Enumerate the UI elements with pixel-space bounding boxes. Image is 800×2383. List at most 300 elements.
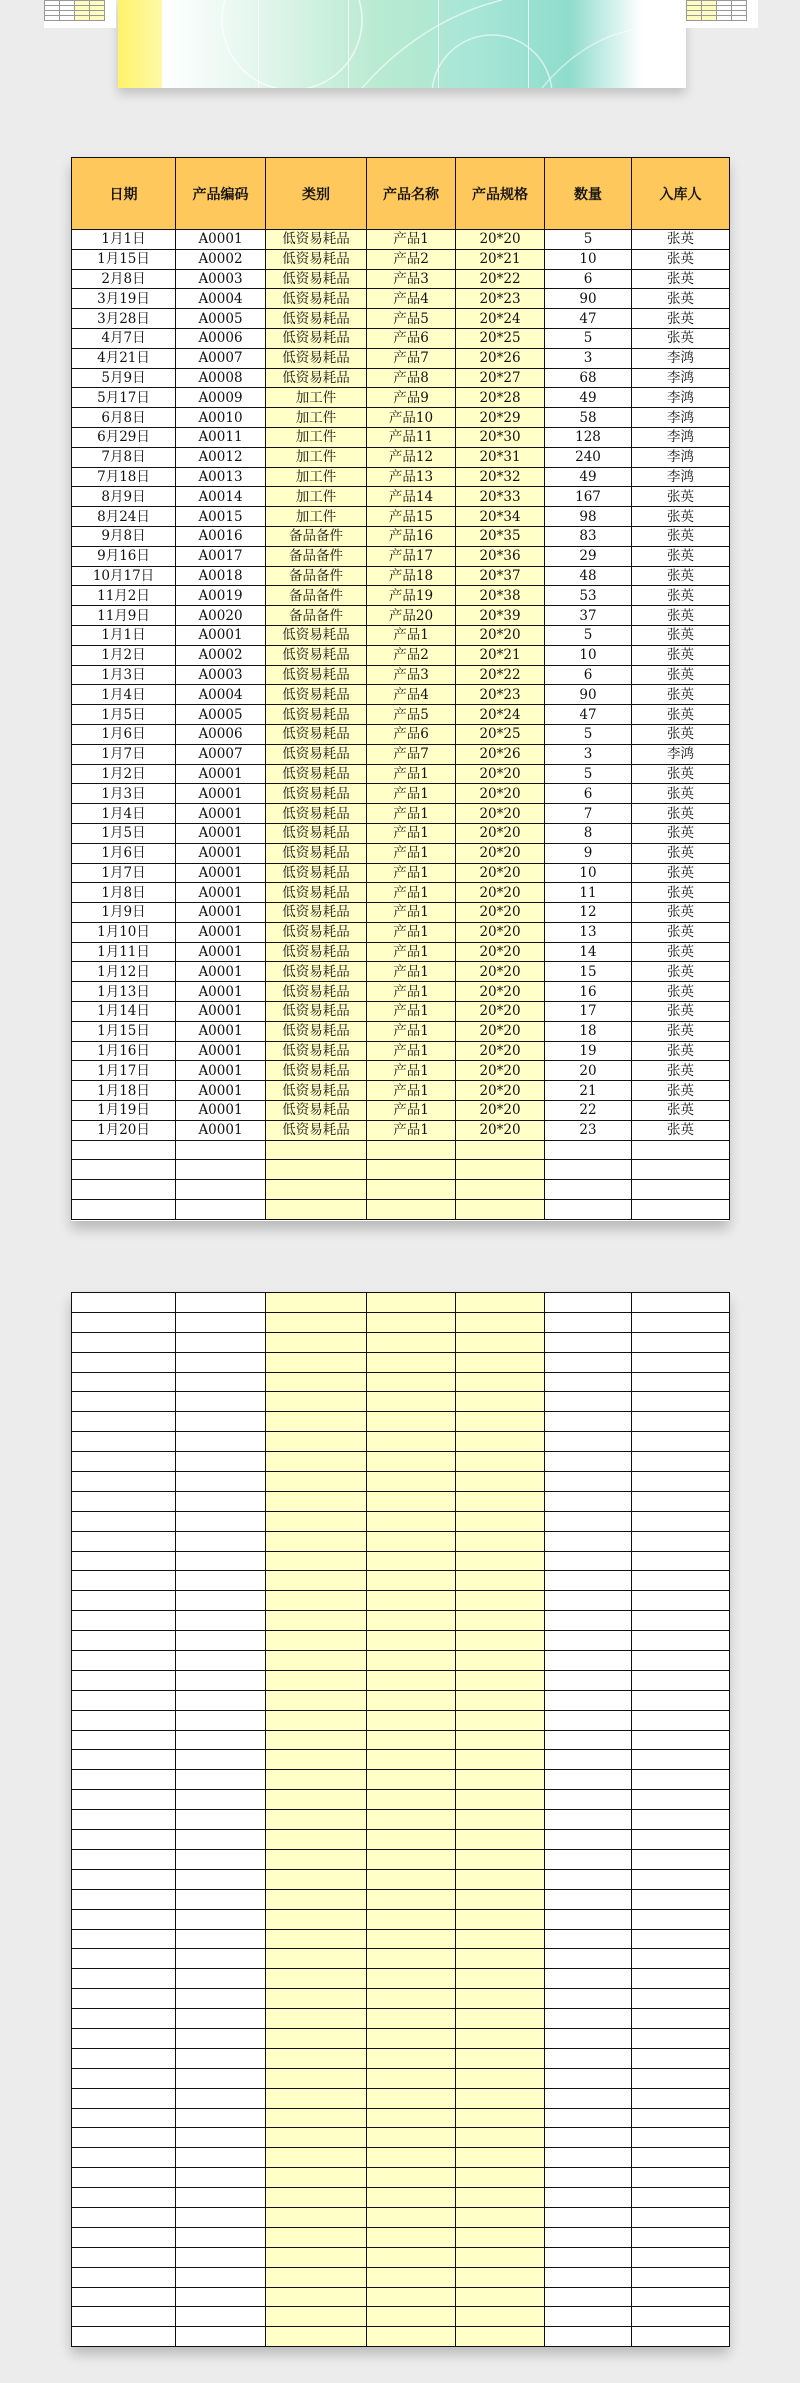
cell-product-name[interactable]: 产品7 [367,348,456,368]
cell-quantity[interactable]: 90 [545,289,632,309]
cell-product-code[interactable]: A0015 [176,507,266,527]
cell-quantity[interactable]: 47 [545,309,632,329]
cell-quantity[interactable]: 98 [545,507,632,527]
cell-product-code[interactable] [176,2168,266,2188]
cell-date[interactable]: 1月5日 [72,705,176,725]
cell-receiver[interactable] [632,1200,730,1220]
cell-product-code[interactable]: A0012 [176,447,266,467]
cell-product-name[interactable] [367,2267,456,2287]
cell-product-name[interactable] [367,1571,456,1591]
cell-quantity[interactable] [545,1392,632,1412]
cell-product-code[interactable]: A0016 [176,526,266,546]
cell-product-name[interactable] [367,2028,456,2048]
cell-date[interactable] [72,2287,176,2307]
cell-product-code[interactable]: A0001 [176,625,266,645]
cell-spec[interactable]: 20*37 [456,566,545,586]
cell-date[interactable] [72,2327,176,2347]
cell-product-name[interactable]: 产品1 [367,962,456,982]
cell-product-code[interactable] [176,1160,266,1180]
cell-spec[interactable] [456,1180,545,1200]
cell-product-code[interactable]: A0003 [176,269,266,289]
cell-receiver[interactable] [632,1810,730,1830]
cell-quantity[interactable] [545,1140,632,1160]
cell-date[interactable] [72,1790,176,1810]
cell-spec[interactable]: 20*20 [456,823,545,843]
cell-product-code[interactable] [176,2188,266,2208]
cell-quantity[interactable]: 49 [545,388,632,408]
cell-quantity[interactable]: 53 [545,586,632,606]
cell-receiver[interactable] [632,2068,730,2088]
cell-spec[interactable] [456,2108,545,2128]
cell-category[interactable] [266,1432,367,1452]
cell-product-code[interactable] [176,1531,266,1551]
cell-product-name[interactable]: 产品1 [367,922,456,942]
cell-receiver[interactable]: 张英 [632,606,730,626]
cell-product-name[interactable] [367,2307,456,2327]
cell-spec[interactable] [456,1651,545,1671]
cell-receiver[interactable]: 李鸿 [632,744,730,764]
cell-spec[interactable] [456,1591,545,1611]
cell-spec[interactable] [456,1770,545,1790]
cell-category[interactable] [266,2267,367,2287]
cell-spec[interactable]: 20*20 [456,843,545,863]
cell-quantity[interactable]: 240 [545,447,632,467]
cell-receiver[interactable]: 张英 [632,665,730,685]
cell-spec[interactable] [456,2168,545,2188]
cell-category[interactable] [266,2088,367,2108]
cell-product-name[interactable]: 产品1 [367,903,456,923]
cell-product-name[interactable]: 产品1 [367,625,456,645]
cell-product-name[interactable] [367,2009,456,2029]
cell-product-code[interactable]: A0018 [176,566,266,586]
cell-category[interactable] [266,1770,367,1790]
cell-receiver[interactable] [632,1293,730,1313]
cell-product-code[interactable]: A0019 [176,586,266,606]
cell-product-name[interactable] [367,1293,456,1313]
cell-receiver[interactable]: 张英 [632,1081,730,1101]
cell-date[interactable] [72,1810,176,1830]
cell-category[interactable]: 低资易耗品 [266,1061,367,1081]
cell-quantity[interactable]: 90 [545,685,632,705]
cell-product-name[interactable]: 产品8 [367,368,456,388]
cell-product-name[interactable] [367,1969,456,1989]
cell-category[interactable] [266,1690,367,1710]
cell-product-code[interactable] [176,1730,266,1750]
cell-date[interactable]: 1月5日 [72,823,176,843]
cell-category[interactable]: 低资易耗品 [266,1120,367,1140]
cell-product-code[interactable] [176,1790,266,1810]
cell-quantity[interactable] [545,1730,632,1750]
cell-receiver[interactable]: 张英 [632,823,730,843]
cell-receiver[interactable]: 张英 [632,982,730,1002]
cell-product-code[interactable] [176,1670,266,1690]
cell-receiver[interactable]: 张英 [632,883,730,903]
cell-receiver[interactable] [632,2088,730,2108]
cell-category[interactable] [266,2048,367,2068]
cell-quantity[interactable]: 20 [545,1061,632,1081]
cell-date[interactable]: 9月8日 [72,526,176,546]
cell-receiver[interactable] [632,1571,730,1591]
cell-quantity[interactable]: 15 [545,962,632,982]
cell-spec[interactable]: 20*20 [456,1002,545,1022]
cell-date[interactable] [72,1332,176,1352]
cell-date[interactable] [72,1312,176,1332]
cell-spec[interactable] [456,1611,545,1631]
cell-receiver[interactable]: 张英 [632,269,730,289]
cell-receiver[interactable]: 张英 [632,249,730,269]
cell-quantity[interactable] [545,1551,632,1571]
cell-product-name[interactable] [367,1491,456,1511]
cell-product-name[interactable] [367,1611,456,1631]
cell-spec[interactable] [456,1332,545,1352]
cell-date[interactable] [72,2088,176,2108]
cell-receiver[interactable] [632,1312,730,1332]
cell-date[interactable] [72,1352,176,1372]
cell-receiver[interactable]: 张英 [632,784,730,804]
cell-category[interactable] [266,1710,367,1730]
cell-receiver[interactable] [632,1160,730,1180]
cell-category[interactable] [266,1332,367,1352]
cell-quantity[interactable]: 37 [545,606,632,626]
cell-spec[interactable] [456,1432,545,1452]
cell-receiver[interactable] [632,2108,730,2128]
cell-category[interactable]: 低资易耗品 [266,625,367,645]
cell-receiver[interactable]: 张英 [632,922,730,942]
cell-receiver[interactable] [632,1929,730,1949]
cell-date[interactable] [72,1611,176,1631]
cell-product-code[interactable] [176,1352,266,1372]
cell-spec[interactable] [456,2188,545,2208]
cell-spec[interactable] [456,1790,545,1810]
cell-date[interactable] [72,1293,176,1313]
cell-product-code[interactable] [176,2247,266,2267]
cell-category[interactable]: 低资易耗品 [266,368,367,388]
cell-product-name[interactable]: 产品16 [367,526,456,546]
cell-product-name[interactable] [367,1631,456,1651]
cell-category[interactable]: 低资易耗品 [266,328,367,348]
cell-product-code[interactable] [176,1810,266,1830]
cell-quantity[interactable] [545,2188,632,2208]
cell-product-name[interactable]: 产品14 [367,487,456,507]
cell-product-code[interactable]: A0004 [176,685,266,705]
cell-receiver[interactable] [632,2207,730,2227]
cell-product-name[interactable]: 产品1 [367,1061,456,1081]
cell-date[interactable] [72,2128,176,2148]
cell-date[interactable] [72,1472,176,1492]
cell-receiver[interactable]: 张英 [632,1120,730,1140]
cell-category[interactable]: 低资易耗品 [266,744,367,764]
cell-spec[interactable] [456,1472,545,1492]
cell-product-name[interactable] [367,2108,456,2128]
cell-category[interactable] [266,1969,367,1989]
cell-receiver[interactable]: 李鸿 [632,388,730,408]
cell-spec[interactable]: 20*20 [456,230,545,250]
cell-product-code[interactable] [176,2227,266,2247]
cell-receiver[interactable] [632,1790,730,1810]
cell-receiver[interactable]: 张英 [632,1101,730,1121]
cell-product-code[interactable] [176,1869,266,1889]
cell-product-code[interactable] [176,1332,266,1352]
cell-product-name[interactable] [367,1591,456,1611]
cell-product-code[interactable]: A0017 [176,546,266,566]
cell-spec[interactable]: 20*25 [456,328,545,348]
cell-date[interactable]: 6月8日 [72,408,176,428]
cell-product-name[interactable] [367,2227,456,2247]
cell-category[interactable] [266,1293,367,1313]
cell-product-name[interactable] [367,2168,456,2188]
cell-product-name[interactable]: 产品5 [367,309,456,329]
cell-quantity[interactable]: 5 [545,230,632,250]
cell-date[interactable] [72,2307,176,2327]
cell-product-code[interactable]: A0011 [176,427,266,447]
cell-spec[interactable]: 20*28 [456,388,545,408]
cell-spec[interactable]: 20*31 [456,447,545,467]
cell-quantity[interactable]: 10 [545,645,632,665]
cell-category[interactable] [266,2128,367,2148]
cell-receiver[interactable]: 张英 [632,289,730,309]
cell-product-code[interactable]: A0001 [176,863,266,883]
cell-date[interactable]: 1月1日 [72,230,176,250]
cell-product-code[interactable] [176,1949,266,1969]
cell-quantity[interactable] [545,1949,632,1969]
cell-category[interactable]: 备品备件 [266,526,367,546]
cell-category[interactable]: 低资易耗品 [266,962,367,982]
cell-product-code[interactable] [176,2128,266,2148]
cell-quantity[interactable]: 7 [545,804,632,824]
cell-category[interactable]: 低资易耗品 [266,269,367,289]
cell-product-code[interactable]: A0001 [176,1041,266,1061]
cell-category[interactable] [266,1651,367,1671]
cell-product-code[interactable] [176,1651,266,1671]
cell-spec[interactable] [456,2068,545,2088]
cell-date[interactable]: 8月24日 [72,507,176,527]
cell-spec[interactable] [456,1730,545,1750]
cell-quantity[interactable]: 47 [545,705,632,725]
cell-spec[interactable] [456,1372,545,1392]
cell-spec[interactable] [456,1511,545,1531]
cell-quantity[interactable]: 167 [545,487,632,507]
cell-product-name[interactable] [367,1690,456,1710]
cell-product-name[interactable] [367,1889,456,1909]
cell-category[interactable]: 加工件 [266,427,367,447]
cell-quantity[interactable] [545,1690,632,1710]
cell-category[interactable]: 低资易耗品 [266,863,367,883]
cell-spec[interactable]: 20*32 [456,467,545,487]
cell-product-code[interactable]: A0002 [176,645,266,665]
cell-receiver[interactable] [632,1551,730,1571]
cell-quantity[interactable]: 17 [545,1002,632,1022]
cell-date[interactable]: 6月29日 [72,427,176,447]
cell-receiver[interactable]: 张英 [632,1021,730,1041]
cell-date[interactable]: 1月7日 [72,744,176,764]
cell-category[interactable] [266,1531,367,1551]
cell-category[interactable] [266,1909,367,1929]
cell-quantity[interactable] [545,1989,632,2009]
cell-date[interactable]: 1月4日 [72,804,176,824]
cell-spec[interactable] [456,1889,545,1909]
cell-quantity[interactable] [545,1591,632,1611]
cell-quantity[interactable]: 128 [545,427,632,447]
cell-receiver[interactable] [632,1332,730,1352]
cell-product-code[interactable]: A0020 [176,606,266,626]
cell-receiver[interactable] [632,1830,730,1850]
cell-product-code[interactable] [176,1830,266,1850]
cell-product-code[interactable] [176,1611,266,1631]
cell-product-name[interactable]: 产品9 [367,388,456,408]
cell-category[interactable]: 加工件 [266,388,367,408]
cell-quantity[interactable] [545,2108,632,2128]
cell-product-name[interactable] [367,1790,456,1810]
cell-product-code[interactable] [176,1293,266,1313]
cell-date[interactable]: 1月2日 [72,764,176,784]
cell-spec[interactable]: 20*26 [456,348,545,368]
cell-product-code[interactable] [176,1591,266,1611]
cell-spec[interactable]: 20*20 [456,942,545,962]
cell-spec[interactable]: 20*20 [456,903,545,923]
cell-spec[interactable] [456,1631,545,1651]
cell-receiver[interactable]: 张英 [632,487,730,507]
cell-date[interactable] [72,1531,176,1551]
cell-date[interactable] [72,2227,176,2247]
cell-category[interactable] [266,2287,367,2307]
cell-receiver[interactable]: 张英 [632,546,730,566]
cell-product-name[interactable]: 产品1 [367,1021,456,1041]
cell-category[interactable]: 低资易耗品 [266,230,367,250]
cell-product-name[interactable] [367,2287,456,2307]
cell-spec[interactable] [456,1849,545,1869]
cell-spec[interactable] [456,2227,545,2247]
cell-quantity[interactable] [545,1790,632,1810]
cell-quantity[interactable] [545,1372,632,1392]
cell-category[interactable] [266,1591,367,1611]
cell-spec[interactable]: 20*20 [456,883,545,903]
cell-spec[interactable]: 20*20 [456,922,545,942]
cell-quantity[interactable] [545,1830,632,1850]
cell-quantity[interactable] [545,2207,632,2227]
cell-spec[interactable] [456,1690,545,1710]
cell-receiver[interactable]: 李鸿 [632,427,730,447]
cell-product-code[interactable]: A0001 [176,1021,266,1041]
cell-spec[interactable]: 20*20 [456,1021,545,1041]
cell-receiver[interactable] [632,1690,730,1710]
cell-receiver[interactable]: 张英 [632,863,730,883]
cell-category[interactable] [266,1790,367,1810]
cell-receiver[interactable]: 张英 [632,1061,730,1081]
cell-product-code[interactable]: A0007 [176,348,266,368]
cell-spec[interactable]: 20*25 [456,724,545,744]
cell-product-code[interactable] [176,2009,266,2029]
cell-receiver[interactable] [632,1140,730,1160]
cell-product-name[interactable] [367,1810,456,1830]
cell-date[interactable]: 9月16日 [72,546,176,566]
cell-product-code[interactable] [176,1710,266,1730]
cell-quantity[interactable]: 23 [545,1120,632,1140]
cell-category[interactable]: 低资易耗品 [266,1002,367,1022]
cell-quantity[interactable]: 6 [545,665,632,685]
cell-category[interactable]: 低资易耗品 [266,249,367,269]
cell-quantity[interactable] [545,1710,632,1730]
cell-category[interactable]: 低资易耗品 [266,289,367,309]
cell-product-name[interactable]: 产品1 [367,942,456,962]
cell-quantity[interactable] [545,2168,632,2188]
cell-product-name[interactable]: 产品1 [367,804,456,824]
cell-date[interactable] [72,1412,176,1432]
cell-category[interactable]: 加工件 [266,507,367,527]
cell-product-code[interactable] [176,1849,266,1869]
cell-product-code[interactable]: A0001 [176,883,266,903]
cell-product-name[interactable]: 产品11 [367,427,456,447]
cell-category[interactable] [266,2009,367,2029]
cell-product-code[interactable] [176,1180,266,1200]
cell-product-code[interactable] [176,1750,266,1770]
cell-spec[interactable] [456,2307,545,2327]
cell-receiver[interactable] [632,1432,730,1452]
cell-product-code[interactable] [176,1631,266,1651]
cell-date[interactable]: 2月8日 [72,269,176,289]
cell-spec[interactable]: 20*38 [456,586,545,606]
cell-category[interactable] [266,1180,367,1200]
cell-product-name[interactable]: 产品2 [367,249,456,269]
cell-product-name[interactable]: 产品3 [367,665,456,685]
cell-product-code[interactable] [176,1200,266,1220]
cell-category[interactable] [266,2307,367,2327]
cell-product-code[interactable] [176,2307,266,2327]
cell-product-name[interactable]: 产品1 [367,784,456,804]
cell-product-code[interactable] [176,1140,266,1160]
cell-spec[interactable]: 20*30 [456,427,545,447]
cell-receiver[interactable] [632,1889,730,1909]
cell-quantity[interactable] [545,1929,632,1949]
cell-product-code[interactable] [176,2048,266,2068]
cell-category[interactable] [266,1571,367,1591]
cell-receiver[interactable] [632,2048,730,2068]
cell-category[interactable] [266,1830,367,1850]
cell-quantity[interactable]: 9 [545,843,632,863]
cell-receiver[interactable] [632,1770,730,1790]
cell-date[interactable] [72,1180,176,1200]
cell-product-name[interactable] [367,1750,456,1770]
cell-quantity[interactable] [545,1432,632,1452]
cell-receiver[interactable] [632,1651,730,1671]
cell-quantity[interactable]: 5 [545,328,632,348]
cell-date[interactable]: 5月9日 [72,368,176,388]
cell-product-code[interactable]: A0001 [176,1002,266,1022]
cell-date[interactable]: 5月17日 [72,388,176,408]
cell-product-name[interactable] [367,1849,456,1869]
cell-product-code[interactable]: A0001 [176,962,266,982]
cell-quantity[interactable] [545,1293,632,1313]
cell-spec[interactable] [456,2009,545,2029]
cell-spec[interactable]: 20*27 [456,368,545,388]
cell-date[interactable]: 1月1日 [72,625,176,645]
cell-category[interactable]: 低资易耗品 [266,804,367,824]
cell-quantity[interactable] [545,1332,632,1352]
cell-quantity[interactable]: 18 [545,1021,632,1041]
cell-receiver[interactable] [632,1989,730,2009]
cell-date[interactable] [72,1770,176,1790]
cell-spec[interactable] [456,1551,545,1571]
cell-receiver[interactable]: 张英 [632,230,730,250]
cell-receiver[interactable] [632,2028,730,2048]
cell-date[interactable]: 1月18日 [72,1081,176,1101]
cell-receiver[interactable] [632,2148,730,2168]
cell-date[interactable] [72,1452,176,1472]
cell-product-name[interactable]: 产品4 [367,685,456,705]
cell-product-code[interactable]: A0001 [176,922,266,942]
cell-date[interactable] [72,1929,176,1949]
cell-quantity[interactable]: 58 [545,408,632,428]
cell-date[interactable]: 3月28日 [72,309,176,329]
